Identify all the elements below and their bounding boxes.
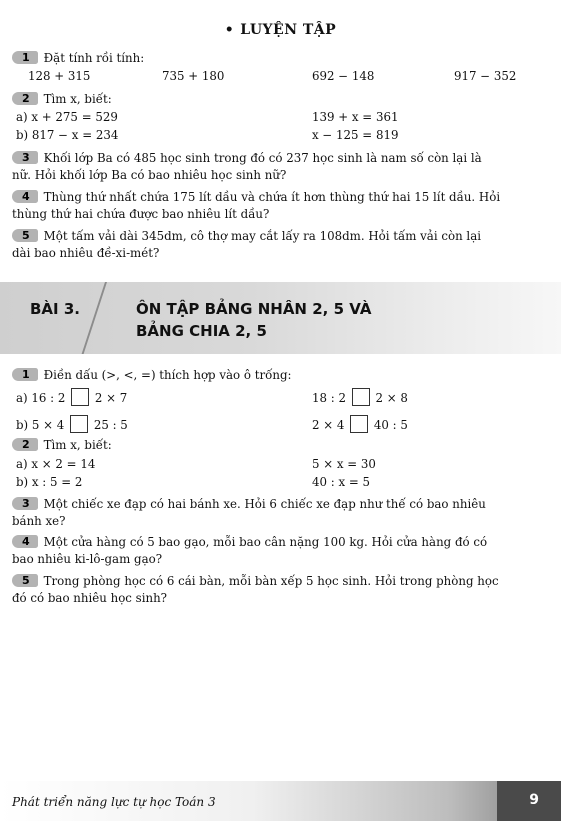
banner-divider	[82, 282, 107, 354]
compare-left: 18 : 2	[312, 391, 346, 405]
lesson-exercise-4-cont	[12, 551, 549, 568]
exercise-number-badge: 2	[12, 92, 38, 105]
equation: x − 125 = 819	[312, 128, 399, 142]
lesson-exercise-3	[12, 496, 549, 513]
calc-item: 917 − 352	[454, 69, 517, 83]
exercise-1	[12, 50, 549, 67]
page-number: 9	[529, 792, 539, 808]
exercise-number-badge: 2	[12, 438, 38, 451]
heading-title: LUYỆN TẬP	[240, 22, 337, 38]
exercise-text: Khối lớp Ba có 485 học sinh trong đó có 237 học sinh là nam số còn lại là	[43, 151, 482, 165]
exercise-text: nữ. Hỏi khối lớp Ba có bao nhiêu học sinh nữ?	[12, 168, 287, 182]
lesson-exercise-4	[12, 534, 549, 551]
exercise-number-badge: 5	[12, 229, 38, 242]
exercise-number-badge: 3	[12, 151, 38, 164]
compare-right: 2 × 8	[375, 391, 408, 405]
exercise-5-cont	[12, 245, 549, 262]
exercise-text: bánh xe?	[12, 514, 66, 528]
compare-item	[312, 388, 408, 407]
compare-right: 40 : 5	[373, 418, 408, 432]
compare-item	[16, 388, 127, 407]
compare-left: 2 × 4	[312, 418, 345, 432]
equation: a) x + 275 = 529	[16, 110, 118, 124]
exercise-number-badge: 3	[12, 497, 38, 510]
lesson-exercise-1	[12, 367, 549, 384]
compare-right: 2 × 7	[94, 391, 128, 405]
equation: b) x : 5 = 2	[16, 475, 83, 489]
exercise-number-badge: 4	[12, 535, 38, 548]
calc-item: 692 − 148	[312, 69, 375, 83]
exercise-text: bao nhiêu ki-lô-gam gạo?	[12, 552, 163, 566]
exercise-5	[12, 228, 549, 245]
answer-box[interactable]	[350, 415, 368, 433]
exercise-4	[12, 189, 549, 206]
exercise-text: dài bao nhiêu đề-xi-mét?	[12, 246, 160, 260]
exercise-text: Một chiếc xe đạp có hai bánh xe. Hỏi 6 chiếc xe đạp như thế có bao nhiêu	[43, 497, 486, 511]
section-heading	[0, 22, 561, 38]
equation: 139 + x = 361	[312, 110, 399, 124]
exercise-text: thùng thứ hai chứa được bao nhiêu lít dầu?	[12, 207, 270, 221]
page-footer	[0, 781, 561, 821]
lesson-number: BÀI 3.	[30, 300, 80, 318]
equation: 40 : x = 5	[312, 475, 371, 489]
exercise-text: đó có bao nhiêu học sinh?	[12, 591, 168, 605]
exercise-number-badge: 4	[12, 190, 38, 203]
exercise-text: Trong phòng học có 6 cái bàn, mỗi bàn xếp 5 học sinh. Hỏi trong phòng học	[43, 574, 499, 588]
answer-box[interactable]	[71, 388, 89, 406]
equation: a) x × 2 = 14	[16, 457, 96, 471]
exercise-text: Tìm x, biết:	[43, 92, 112, 106]
exercise-number-badge: 1	[12, 368, 38, 381]
heading-bullet: •	[224, 22, 235, 38]
lesson-exercise-3-cont	[12, 513, 549, 530]
calc-item: 128 + 315	[28, 69, 91, 83]
exercise-3	[12, 150, 549, 167]
compare-left: b) 5 × 4	[16, 418, 65, 432]
exercise-number-badge: 5	[12, 574, 38, 587]
exercise-text: Thùng thứ nhất chứa 175 lít dầu và chứa ít hơn thùng thứ hai 15 lít dầu. Hỏi	[43, 190, 501, 204]
lesson-title-line: BẢNG CHIA 2, 5	[136, 322, 267, 340]
compare-left: a) 16 : 2	[16, 391, 66, 405]
answer-box[interactable]	[70, 415, 88, 433]
exercise-text: Một tấm vải dài 345dm, cô thợ may cắt lấy ra 108dm. Hỏi tấm vải còn lại	[43, 229, 481, 243]
exercise-text: Tìm x, biết:	[43, 438, 112, 452]
exercise-2	[12, 91, 549, 108]
lesson-exercise-5-cont	[12, 590, 549, 607]
compare-item	[312, 415, 408, 434]
compare-item	[16, 415, 128, 434]
book-title: Phát triển năng lực tự học Toán 3	[12, 795, 216, 809]
exercise-text: Đặt tính rồi tính:	[43, 51, 145, 65]
compare-right: 25 : 5	[93, 418, 128, 432]
lesson-title-line: ÔN TẬP BẢNG NHÂN 2, 5 VÀ	[136, 300, 372, 318]
lesson-exercise-2	[12, 437, 549, 454]
lesson-title	[136, 298, 371, 342]
equation: b) 817 − x = 234	[16, 128, 119, 142]
lesson-banner	[0, 282, 561, 354]
equation: 5 × x = 30	[312, 457, 376, 471]
answer-box[interactable]	[352, 388, 370, 406]
exercise-text: Một cửa hàng có 5 bao gạo, mỗi bao cân nặng 100 kg. Hỏi cửa hàng đó có	[43, 535, 488, 549]
calc-item: 735 + 180	[162, 69, 225, 83]
lesson-exercise-5	[12, 573, 549, 590]
exercise-number-badge: 1	[12, 51, 38, 64]
exercise-4-cont	[12, 206, 549, 223]
exercise-3-cont	[12, 167, 549, 184]
exercise-text: Điền dấu (>, <, =) thích hợp vào ô trống:	[43, 368, 292, 382]
